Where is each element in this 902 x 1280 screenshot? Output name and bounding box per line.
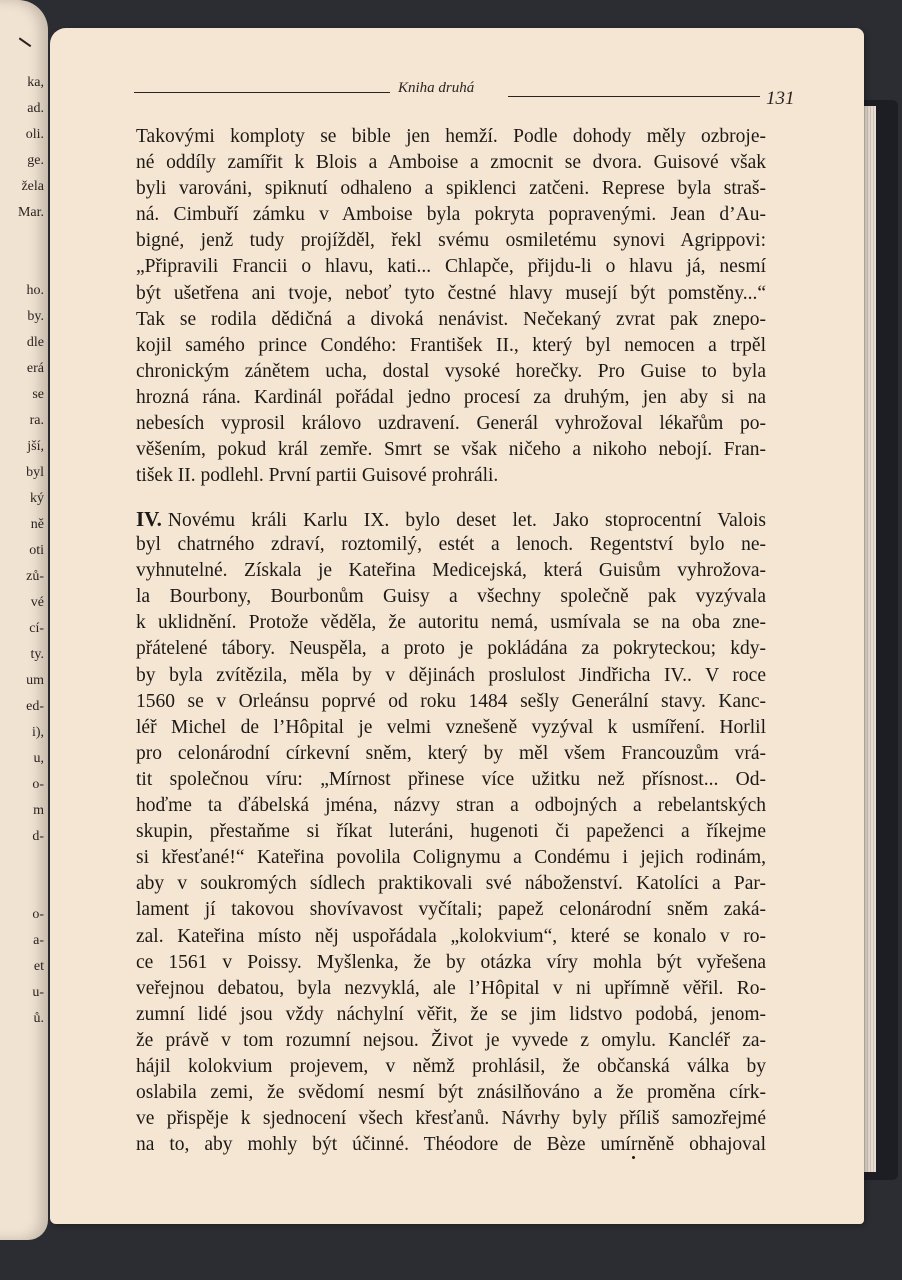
text-line: věšením, pokud král zemře. Smrt se však ničeho a nikoho nebojí. Fran- [136,439,766,461]
running-head [134,80,804,108]
text-line: né oddíly zamířit k Blois a Amboise a zmocnit se dvora. Guisové však [136,152,766,174]
left-page-fragment: u- [32,985,44,1000]
text-line: vyhnutelné. Získala je Kateřina Medicejská, která Guisům vyhrožova- [136,560,766,582]
section-mark: IV. [136,507,162,531]
left-page-fragment: d- [32,829,44,844]
text-line: Tak se rodila dědičná a divoká nenávist. Nečekaný zvrat pak znepo- [136,308,766,330]
left-page-fragment: vé [30,595,44,610]
left-page-rule [11,37,32,58]
left-page-fragment: zů- [26,569,44,584]
left-page-fragment: ed- [26,699,44,714]
text-line: „Připravili Francii o hlavu, kati... Chlapče, přijdu-li o hlavu já, nesmí [136,256,766,278]
text-line: nebesích vyprosil královo uzdravení. Generál vyhrožoval lékařům po- [136,413,766,435]
left-page-text [0,70,44,1032]
paragraph-1 [136,124,766,489]
text-line: přátelené tábory. Neuspěla, a proto je pokládána za pokryteckou; kdy- [136,638,766,660]
left-page-fragment: um [26,673,44,688]
text-line: zal. Kateřina místo něj uspořádala „kolokvium“, které se konalo v ro- [136,925,766,947]
left-page-fragment: by. [27,309,44,324]
left-page-fragment [0,876,44,902]
left-page-fragment: erá [26,361,44,376]
running-head-title: Kniha druhá [398,80,475,96]
text-line: kojil samého prince Condého: František II., který byl nemocen a trpěl [136,334,766,356]
left-page-fragment [0,252,44,278]
left-page-fragment: oti [29,543,44,558]
text-line: chronickým zánětem ucha, dostal vysoké horečky. Pro Guise to byla [136,360,766,382]
left-page-fragment: ho. [26,283,44,298]
left-page-fragment: cí- [29,621,44,636]
text-line: hájil kolokvium projevem, v němž prohlásil, že občanská válka by [136,1055,766,1077]
text-line: ce 1561 v Poissy. Myšlenka, že by otázka víry mohla být vyřešena [136,951,766,973]
text-line: že právě v tom rozumní nejsou. Život je vyvede z omylu. Kancléř za- [136,1029,766,1051]
left-page-fragment: ně [30,517,44,532]
left-page-fragment: et [33,959,44,974]
left-page-fragment: a- [33,933,44,948]
left-page-fragment: jší, [27,439,44,454]
text-line: hoďme ta ďábelská jména, názvy stran a odbojných a rebelantských [136,795,766,817]
left-page [0,0,48,1240]
text-line: k uklidnění. Protože věděla, že autoritu nemá, usmívala se na oba zne- [136,612,766,634]
text-line: zumní lidé jsou vždy náchylní věřit, že se jim lidstvo podobá, jenom- [136,1003,766,1025]
left-page-fragment: ra. [29,413,44,428]
text-line: veřejnou debatou, byla nezvyklá, ale l’Hôpital v ni upřímně věřil. Ro- [136,977,766,999]
running-head-rule-left [134,92,390,93]
left-page-fragment: ký [30,491,44,506]
text-line: oslabila zemi, že svědomí nesmí být znásilňováno a že proměna círk- [136,1082,766,1104]
text-line: hrozná rána. Kardinál pořádal jedno procesí za druhým, jen aby si na [136,386,766,408]
left-page-fragment: Mar. [17,205,44,220]
left-page-fragment: dle [26,335,44,350]
running-head-rule-right [508,96,760,97]
text-line: by byla zvítězila, měla by v dějinách proslulost Jindřicha IV.. V roce [136,664,766,686]
text-line: léř Michel de l’Hôpital je velmi vznešeně vyzýval k usmíření. Horlil [136,716,766,738]
paragraph-2-first-text: Novému králi Karlu IX. bylo deset let. Jako stoprocentní Valois [167,510,766,531]
text-line: ve přispěje k sjednocení všech křesťanů. Návrhy byly příliš samozřejmé [136,1108,766,1130]
text-line: byli varováni, spiknutí odhaleno a spiklenci zatčeni. Represe byla straš- [136,178,766,200]
text-line: si křesťané!“ Kateřina povolila Colignymu a Condému i jejich rodinám, [136,847,766,869]
text-line: být ušetřena ani tvoje, neboť tyto čestné hlavy musejí být pomstěny...“ [136,282,766,304]
left-page-fragment: ad. [27,101,44,116]
text-line: lament jí takovou shovívavost vyčítali; papež celonárodní sněm zaká- [136,899,766,921]
page-number: 131 [766,88,795,109]
left-page-fragment: ge. [27,153,44,168]
text-line: 1560 se v Orleánsu poprvé od roku 1484 sešly Generální stavy. Kanc- [136,690,766,712]
text-line: bigné, jenž tudy projížděl, řekl svému osmiletému synovi Agrippovi: [136,230,766,252]
left-page-fragment: i), [31,725,44,740]
page-speck [632,1156,635,1159]
left-page-fragment [0,850,44,876]
left-page-fragment: se [32,387,44,402]
text-line: na to, aby mohly být účinné. Théodore de Bèze umírněně obhajoval [136,1134,766,1156]
left-page-fragment: ka, [27,75,44,90]
text-line: byl chatrného zdraví, roztomilý, estét a lenoch. Regentství bylo ne- [136,534,766,556]
left-page-fragment: o- [32,777,44,792]
left-page-fragment [0,226,44,252]
text-line: tišek II. podlehl. První partii Guisové prohráli. [136,465,499,487]
left-page-fragment: o- [32,907,44,922]
text-line: tit společnou víru: „Mírnost přinese více užitku než přísnost... Od- [136,768,766,790]
left-page-fragment: m [33,803,44,818]
paragraph-2 [136,506,766,1158]
left-page-fragment: oli. [25,127,44,142]
text-line: la Bourbony, Bourbonům Guisy a všechny společně pak vyzývala [136,586,766,608]
text-line: pro celonárodní církevní sněm, který by měl všem Francouzům vrá- [136,742,766,764]
left-page-fragment: ty. [30,647,44,662]
text-line: Takovými komploty se bible jen hemží. Podle dohody měly ozbroje- [136,126,766,147]
left-page-fragment: byl [26,465,44,480]
text-line: ná. Cimbuří zámku v Amboise byla pokryta popravenými. Jean d’Au- [136,204,766,226]
text-line: skupin, přestaňme si říkat luteráni, hugenoti či papeženci a říkejme [136,821,766,843]
left-page-fragment: ů. [33,1011,44,1026]
left-page-fragment: u, [33,751,44,766]
paragraph-2-first-line [136,506,766,532]
text-line: aby v soukromých sídlech praktikovali své náboženství. Katolíci a Par- [136,873,766,895]
left-page-fragment: žela [21,179,44,194]
